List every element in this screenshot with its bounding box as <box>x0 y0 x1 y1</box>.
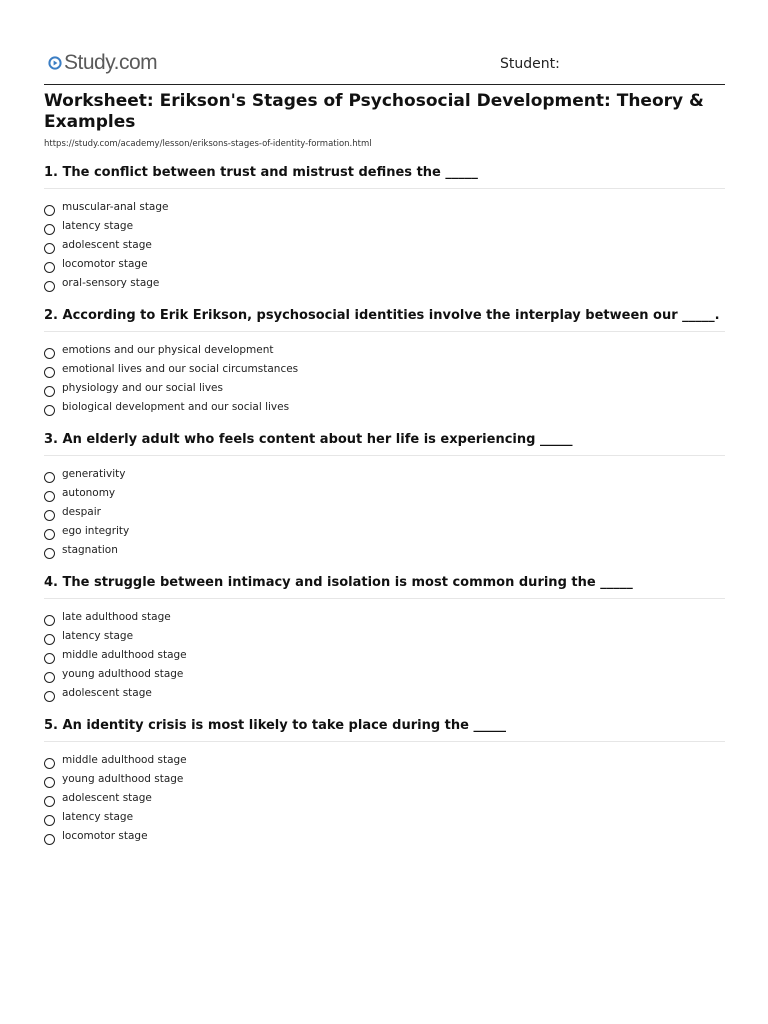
answer-option-label: latency stage <box>62 811 134 823</box>
radio-button-icon[interactable] <box>44 815 55 826</box>
answer-option-label: locomotor stage <box>62 830 148 842</box>
answer-option-label: ego integrity <box>62 525 130 537</box>
answer-option[interactable] <box>44 503 725 522</box>
answer-option[interactable] <box>44 217 725 236</box>
question-3 <box>44 431 725 560</box>
answer-option[interactable] <box>44 522 725 541</box>
question-list <box>44 164 725 846</box>
study-logo <box>48 51 157 75</box>
answer-option-label: late adulthood stage <box>62 611 171 623</box>
play-circle-icon <box>48 55 62 71</box>
question-2 <box>44 307 725 417</box>
answer-option[interactable] <box>44 541 725 560</box>
answer-option-label: emotional lives and our social circumstances <box>62 363 299 375</box>
radio-button-icon[interactable] <box>44 224 55 235</box>
answer-option-label: stagnation <box>62 544 118 556</box>
answer-option[interactable] <box>44 808 725 827</box>
answer-option-label: adolescent stage <box>62 687 152 699</box>
question-5 <box>44 717 725 846</box>
answer-options <box>44 341 725 417</box>
answer-option-label: autonomy <box>62 487 116 499</box>
answer-option[interactable] <box>44 379 725 398</box>
answer-option-label: latency stage <box>62 630 134 642</box>
answer-option-label: oral-sensory stage <box>62 277 160 289</box>
answer-option-label: middle adulthood stage <box>62 754 187 766</box>
answer-option[interactable] <box>44 398 725 417</box>
radio-button-icon[interactable] <box>44 615 55 626</box>
question-text: 1. The conflict between trust and mistrust defines the _____ <box>44 164 725 189</box>
radio-button-icon[interactable] <box>44 491 55 502</box>
worksheet-title: Worksheet: Erikson's Stages of Psychosocial Development: Theory & Examples <box>44 91 704 132</box>
answer-option[interactable] <box>44 770 725 789</box>
answer-option[interactable] <box>44 236 725 255</box>
radio-button-icon[interactable] <box>44 386 55 397</box>
radio-button-icon[interactable] <box>44 262 55 273</box>
radio-button-icon[interactable] <box>44 758 55 769</box>
radio-button-icon[interactable] <box>44 691 55 702</box>
answer-option-label: emotions and our physical development <box>62 344 274 356</box>
answer-option[interactable] <box>44 484 725 503</box>
answer-option[interactable] <box>44 665 725 684</box>
student-label: Student: <box>500 56 560 72</box>
worksheet-page <box>44 0 725 846</box>
question-text: 2. According to Erik Erikson, psychosocial identities involve the interplay between our _____. <box>44 307 725 332</box>
answer-option-label: physiology and our social lives <box>62 382 223 394</box>
answer-options <box>44 751 725 846</box>
answer-option[interactable] <box>44 684 725 703</box>
answer-option[interactable] <box>44 465 725 484</box>
radio-button-icon[interactable] <box>44 834 55 845</box>
answer-option[interactable] <box>44 789 725 808</box>
radio-button-icon[interactable] <box>44 405 55 416</box>
answer-option-label: young adulthood stage <box>62 773 184 785</box>
answer-option[interactable] <box>44 198 725 217</box>
page-header <box>44 0 725 85</box>
answer-options <box>44 198 725 293</box>
radio-button-icon[interactable] <box>44 281 55 292</box>
radio-button-icon[interactable] <box>44 529 55 540</box>
answer-option[interactable] <box>44 274 725 293</box>
radio-button-icon[interactable] <box>44 672 55 683</box>
question-4 <box>44 574 725 703</box>
answer-option-label: latency stage <box>62 220 134 232</box>
radio-button-icon[interactable] <box>44 348 55 359</box>
answer-option[interactable] <box>44 341 725 360</box>
answer-option[interactable] <box>44 646 725 665</box>
answer-option[interactable] <box>44 827 725 846</box>
radio-button-icon[interactable] <box>44 653 55 664</box>
answer-option-label: locomotor stage <box>62 258 148 270</box>
radio-button-icon[interactable] <box>44 796 55 807</box>
lesson-url: https://study.com/academy/lesson/eriksons-stages-of-identity-formation.html <box>44 139 372 149</box>
answer-option[interactable] <box>44 255 725 274</box>
question-text: 4. The struggle between intimacy and isolation is most common during the _____ <box>44 574 725 599</box>
radio-button-icon[interactable] <box>44 243 55 254</box>
radio-button-icon[interactable] <box>44 634 55 645</box>
radio-button-icon[interactable] <box>44 548 55 559</box>
logo-text: Study.com <box>64 51 158 74</box>
answer-option-label: generativity <box>62 468 126 480</box>
answer-options <box>44 465 725 560</box>
question-1 <box>44 164 725 293</box>
answer-option-label: biological development and our social lives <box>62 401 290 413</box>
answer-option[interactable] <box>44 627 725 646</box>
answer-option-label: despair <box>62 506 101 518</box>
answer-option-label: adolescent stage <box>62 239 152 251</box>
answer-option[interactable] <box>44 608 725 627</box>
answer-option[interactable] <box>44 751 725 770</box>
radio-button-icon[interactable] <box>44 367 55 378</box>
question-text: 3. An elderly adult who feels content about her life is experiencing _____ <box>44 431 725 456</box>
answer-option[interactable] <box>44 360 725 379</box>
radio-button-icon[interactable] <box>44 472 55 483</box>
answer-option-label: middle adulthood stage <box>62 649 187 661</box>
radio-button-icon[interactable] <box>44 205 55 216</box>
question-text: 5. An identity crisis is most likely to take place during the _____ <box>44 717 725 742</box>
answer-option-label: young adulthood stage <box>62 668 184 680</box>
answer-option-label: muscular-anal stage <box>62 201 169 213</box>
radio-button-icon[interactable] <box>44 510 55 521</box>
radio-button-icon[interactable] <box>44 777 55 788</box>
answer-option-label: adolescent stage <box>62 792 152 804</box>
answer-options <box>44 608 725 703</box>
